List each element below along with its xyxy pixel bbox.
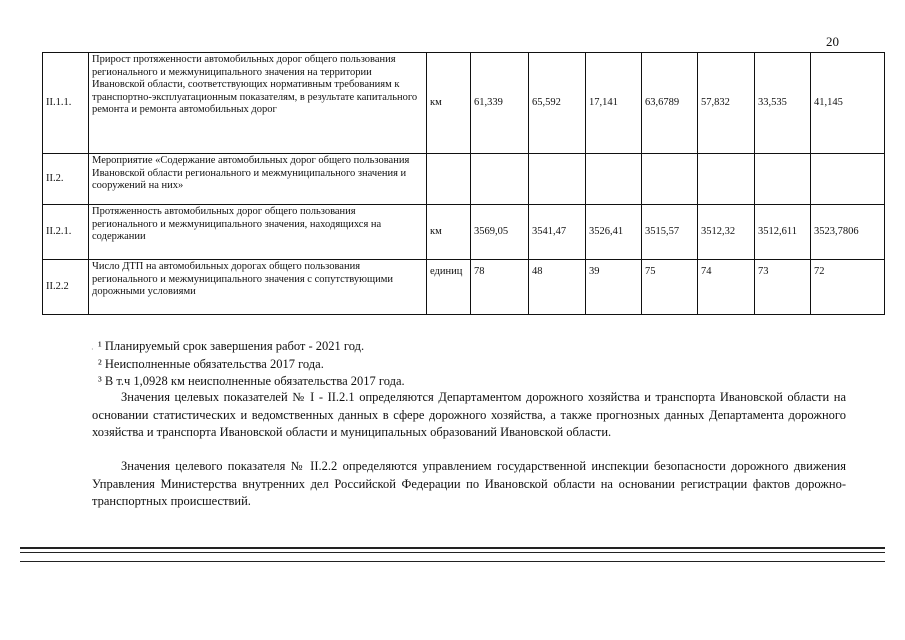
value-cell: 73 xyxy=(755,260,811,315)
row-description: Число ДТП на автомобильных дорогах общего пользования регионального и межмуниципального значения с сопутствующими дорожными условиями xyxy=(89,260,427,315)
value-cell xyxy=(529,154,586,205)
scan-speck: · xyxy=(91,345,94,354)
value-cell xyxy=(471,154,529,205)
table-row xyxy=(43,260,885,315)
value-cell: 3569,05 xyxy=(471,205,529,260)
value-cell xyxy=(755,154,811,205)
table-row xyxy=(43,205,885,260)
footnotes xyxy=(98,338,405,391)
footnote: ² Неисполненные обязательства 2017 года. xyxy=(98,356,324,371)
value-cell: 3523,7806 xyxy=(811,205,885,260)
value-cell: 63,6789 xyxy=(642,53,698,154)
value-cell xyxy=(586,154,642,205)
row-unit xyxy=(427,154,471,205)
value-cell xyxy=(811,154,885,205)
table-row xyxy=(43,53,885,154)
footnote: ¹ Планируемый срок завершения работ - 2021 год. xyxy=(98,339,365,353)
value-cell: 61,339 xyxy=(471,53,529,154)
page-number: 20 xyxy=(826,34,839,49)
row-code: II.1.1. xyxy=(43,53,89,154)
paragraph: Значения целевых показателей № I - II.2.1 определяются Департаментом дорожного хозяйства и транспорта Ивановской области на основании статистических и ведомственных данных в сфере дорожного хозяйства, а также прогнозных данных Департамента дорожного хозяйства и транспорта Ивановской области и муниципальных образований Ивановской области. xyxy=(92,390,846,440)
value-cell: 41,145 xyxy=(811,53,885,154)
bottom-rules xyxy=(20,547,885,565)
paragraph: Значения целевого показателя № II.2.2 определяются управлением государственной инспекции безопасности дорожного движения Управления Министерства внутренних дел Российской Федерации по Ивановской области на основании регистрации фактов дорожно-транспортных происшествий. xyxy=(92,459,846,509)
row-description: Мероприятие «Содержание автомобильных дорог общего пользования Ивановской области регионального и межмуниципального значения и сооружений на них» xyxy=(89,154,427,205)
table-row xyxy=(43,154,885,205)
value-cell: 3541,47 xyxy=(529,205,586,260)
value-cell: 57,832 xyxy=(698,53,755,154)
value-cell xyxy=(698,154,755,205)
row-unit: единиц xyxy=(427,260,471,315)
value-cell: 65,592 xyxy=(529,53,586,154)
value-cell: 78 xyxy=(471,260,529,315)
value-cell: 74 xyxy=(698,260,755,315)
row-code: II.2.1. xyxy=(43,205,89,260)
indicators-table xyxy=(42,52,885,315)
value-cell: 39 xyxy=(586,260,642,315)
value-cell: 3515,57 xyxy=(642,205,698,260)
divider xyxy=(20,547,885,549)
value-cell: 3512,32 xyxy=(698,205,755,260)
value-cell: 33,535 xyxy=(755,53,811,154)
row-unit: км xyxy=(427,205,471,260)
value-cell: 3512,611 xyxy=(755,205,811,260)
value-cell: 48 xyxy=(529,260,586,315)
value-cell: 72 xyxy=(811,260,885,315)
row-description: Протяженность автомобильных дорог общего пользования регионального и межмуниципального значения, находящихся на содержании xyxy=(89,205,427,260)
footnote: ³ В т.ч 1,0928 км неисполненные обязательства 2017 года. xyxy=(98,374,405,388)
row-code: II.2.2 xyxy=(43,260,89,315)
divider xyxy=(20,552,885,553)
row-code: II.2. xyxy=(43,154,89,205)
divider xyxy=(20,561,885,562)
value-cell xyxy=(642,154,698,205)
value-cell: 75 xyxy=(642,260,698,315)
row-unit: км xyxy=(427,53,471,154)
row-description: Прирост протяженности автомобильных дорог общего пользования регионального и межмуниципального значения на территории Ивановской области, соответствующих нормативным требованиям к транспортно-эксплуатационным показателям, в результате капитального ремонта и ремонта автомобильных дорог xyxy=(89,53,427,154)
value-cell: 17,141 xyxy=(586,53,642,154)
value-cell: 3526,41 xyxy=(586,205,642,260)
